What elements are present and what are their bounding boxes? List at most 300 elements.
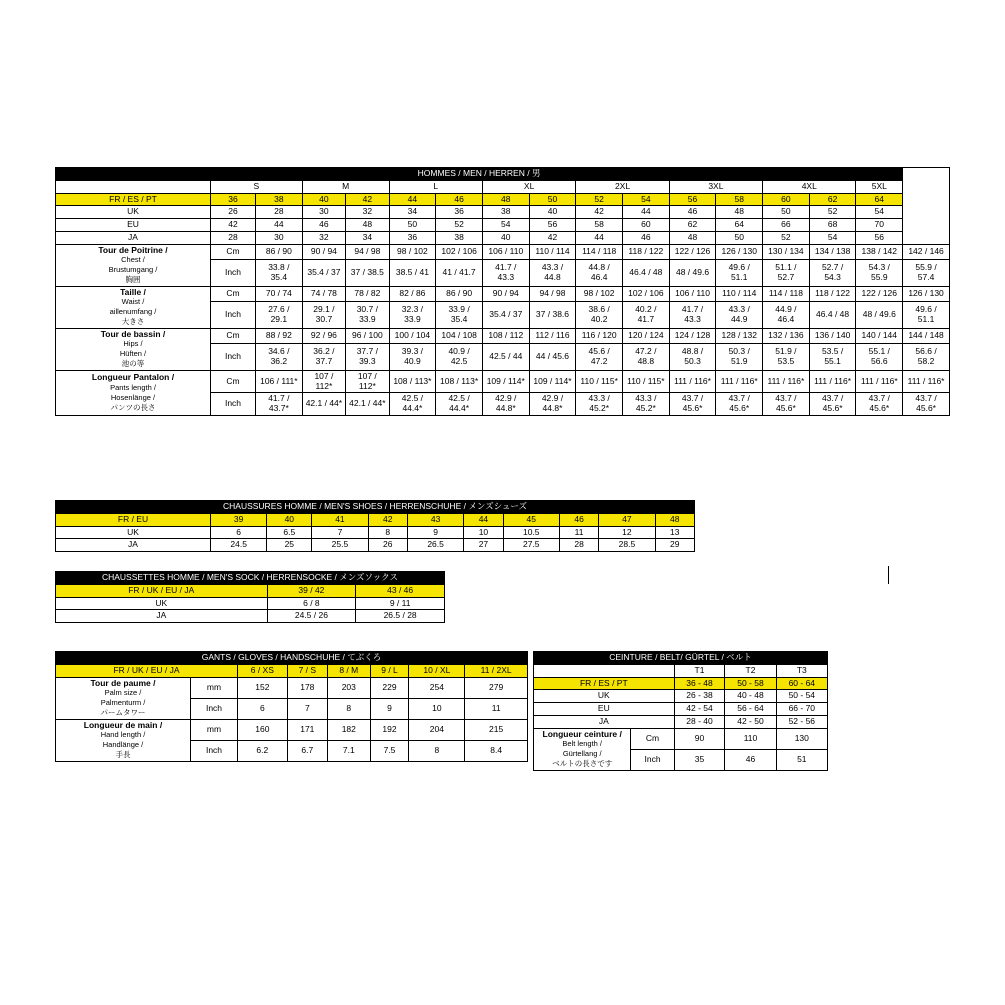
cell: 204 — [409, 719, 465, 740]
cell: 40.2 / 41.7 — [623, 301, 670, 328]
cell: 27.6 / 29.1 — [256, 301, 303, 328]
cell: 42.5 / 44.4* — [389, 393, 436, 416]
cell: 41.7 / 43.3 — [669, 301, 716, 328]
cell: 50.3 / 51.9 — [716, 343, 763, 370]
cell: 40 — [302, 193, 345, 206]
cell: 50 — [716, 231, 763, 244]
cell: 7.1 — [327, 740, 370, 761]
cell: 42 — [211, 219, 256, 232]
cell: 9 — [370, 698, 409, 719]
cell: 52.7 / 54.3 — [809, 259, 856, 286]
cell: 134 / 138 — [809, 244, 856, 259]
cell: 38 — [256, 193, 303, 206]
measure-sub: 大きさ — [121, 316, 145, 326]
cell: 39.3 / 40.9 — [389, 343, 436, 370]
cell: 37 / 38.5 — [346, 259, 389, 286]
cell: 111 / 116* — [903, 370, 950, 393]
measure-label-pants-length — [56, 370, 211, 415]
cell: 40 — [529, 206, 576, 219]
cell: 50 — [389, 219, 436, 232]
cell: 51.9 / 53.5 — [763, 343, 810, 370]
measure-sub: Palmenturm / — [100, 698, 146, 708]
gloves-header-row — [56, 652, 528, 665]
cell: 44 — [389, 193, 436, 206]
cell: 28.5 — [599, 539, 655, 552]
cell: 29 — [655, 539, 694, 552]
cell: 36 — [389, 231, 436, 244]
cell: 25.5 — [312, 539, 368, 552]
table-row — [56, 610, 445, 623]
cell: 13 — [655, 526, 694, 539]
cell: 48 — [716, 206, 763, 219]
cell: 43.7 / 45.6* — [809, 393, 856, 416]
cell: 43.7 / 45.6* — [669, 393, 716, 416]
gloves-table — [55, 651, 528, 762]
cell: 42.1 / 44* — [346, 393, 389, 416]
cell: 178 — [287, 677, 327, 698]
cell: 60 - 64 — [776, 677, 827, 690]
cell: 88 / 92 — [256, 328, 303, 343]
cell: 106 / 111* — [256, 370, 303, 393]
cell: 10.5 — [503, 526, 559, 539]
cell: 6 — [211, 526, 267, 539]
cell: 52 — [576, 193, 623, 206]
cell: 11 — [465, 698, 528, 719]
cell: 8 — [327, 698, 370, 719]
cell: 39 — [211, 513, 267, 526]
cell: 43 / 46 — [356, 584, 445, 597]
measure-label-hips — [56, 328, 211, 370]
table-row — [56, 664, 528, 677]
cell: 110 / 115* — [623, 370, 670, 393]
cell: 111 / 116* — [856, 370, 903, 393]
cell: 8.4 — [465, 740, 528, 761]
measure-name: Longueur ceinture / — [542, 728, 622, 739]
cell: 108 / 113* — [389, 370, 436, 393]
mens-shoes-table — [55, 500, 695, 552]
cell: 43.3 / 45.2* — [576, 393, 623, 416]
gloves-header-title: GANTS — [201, 652, 232, 662]
cell: 40 — [482, 231, 529, 244]
row-label-uk: UK — [56, 526, 211, 539]
belt-table — [533, 651, 828, 771]
cell: 52 - 56 — [776, 715, 827, 728]
measure-name: Tour de bassin / — [100, 328, 166, 339]
row-label-ja: JA — [534, 715, 675, 728]
size-group-2xl: 2XL — [576, 180, 669, 193]
cell: 132 / 136 — [763, 328, 810, 343]
table-row — [56, 206, 950, 219]
cell: 6.5 — [267, 526, 312, 539]
cell: 86 / 90 — [256, 244, 303, 259]
belt-col-t3: T3 — [776, 664, 827, 677]
shoes-header-title: CHAUSSURES HOMME — [223, 501, 317, 511]
cell: 6.7 — [287, 740, 327, 761]
cell: 44 — [464, 513, 503, 526]
belt-header-row — [534, 652, 828, 665]
belt-col-t1: T1 — [674, 664, 725, 677]
cell: 43 — [407, 513, 463, 526]
row-label-fr-es-pt: FR / ES / PT — [56, 193, 211, 206]
table-row — [56, 513, 695, 526]
unit-cm: Cm — [211, 328, 256, 343]
cell: 30 — [302, 206, 345, 219]
size-group-m: M — [302, 180, 389, 193]
cell: 26 - 38 — [674, 690, 725, 703]
cell: 64 — [856, 193, 903, 206]
cell: 47.2 / 48.8 — [623, 343, 670, 370]
cell: 40 - 48 — [725, 690, 776, 703]
cell: 254 — [409, 677, 465, 698]
socks-table — [55, 571, 445, 623]
row-label-ja: JA — [56, 539, 211, 552]
cell: 50 — [763, 206, 810, 219]
cell: 52 — [763, 231, 810, 244]
cell: 86 / 90 — [436, 286, 483, 301]
cell: 34 — [346, 231, 389, 244]
cell: 90 — [674, 728, 725, 749]
size-group-3xl: 3XL — [669, 180, 762, 193]
cell: 41.7 / 43.7* — [256, 393, 303, 416]
row-label-uk: UK — [56, 206, 211, 219]
cell: 56 - 64 — [725, 703, 776, 716]
cell: 44 — [623, 206, 670, 219]
cell: 43.3 / 44.9 — [716, 301, 763, 328]
cell: 44 — [576, 231, 623, 244]
cell: 12 — [599, 526, 655, 539]
spacer-cell — [56, 180, 211, 193]
cell: 24.5 — [211, 539, 267, 552]
mens-socks-table — [55, 571, 445, 623]
cell: 55.9 / 57.4 — [903, 259, 950, 286]
cell: 62 — [669, 219, 716, 232]
cell: 27 — [464, 539, 503, 552]
measure-sub: Palm size / — [104, 688, 142, 698]
cell: 50 - 58 — [725, 677, 776, 690]
cell: 46 — [623, 231, 670, 244]
cell: 42 — [368, 513, 407, 526]
cell: 43.7 / 45.6* — [856, 393, 903, 416]
measure-sub: 手長 — [115, 749, 131, 759]
cell: 50 — [529, 193, 576, 206]
measure-label-chest — [56, 244, 211, 286]
belt-col-t2: T2 — [725, 664, 776, 677]
cell: 110 / 115* — [576, 370, 623, 393]
cell: 38.5 / 41 — [389, 259, 436, 286]
row-label-fr-uk-eu-ja: FR / UK / EU / JA — [56, 664, 238, 677]
cell: 56 — [669, 193, 716, 206]
cell: 35.4 / 37 — [302, 259, 345, 286]
cell: 45 — [503, 513, 559, 526]
cell: 7 / S — [287, 664, 327, 677]
cell: 48.8 / 50.3 — [669, 343, 716, 370]
cell: 47 — [599, 513, 655, 526]
cell: 54.3 / 55.9 — [856, 259, 903, 286]
cell: 9 / 11 — [356, 597, 445, 610]
measure-sub: Pants length / — [110, 383, 156, 393]
cell: 38 — [436, 231, 483, 244]
cell: 32 — [302, 231, 345, 244]
men-header-bar — [56, 168, 903, 181]
measure-sub: Hips / — [123, 339, 143, 349]
belt-header-bar — [534, 652, 828, 665]
cell: 138 / 142 — [856, 244, 903, 259]
row-label-ja: JA — [56, 610, 268, 623]
cell: 42.5 / 44 — [482, 343, 529, 370]
cell: 7.5 — [370, 740, 409, 761]
cell: 279 — [465, 677, 528, 698]
cell: 128 / 132 — [716, 328, 763, 343]
cell: 52 — [436, 219, 483, 232]
cell: 118 / 122 — [809, 286, 856, 301]
unit-cm: Cm — [211, 286, 256, 301]
cell: 48 — [655, 513, 694, 526]
cell: 40 — [267, 513, 312, 526]
measure-label-waist — [56, 286, 211, 328]
cell: 28 — [256, 206, 303, 219]
unit-inch: Inch — [211, 393, 256, 416]
cell: 41 — [312, 513, 368, 526]
cell: 43.3 / 45.2* — [623, 393, 670, 416]
cell: 56 — [529, 219, 576, 232]
cell: 9 / L — [370, 664, 409, 677]
row-label-fr-es-pt: FR / ES / PT — [534, 677, 675, 690]
cell: 102 / 106 — [623, 286, 670, 301]
cell: 52 — [809, 206, 856, 219]
cell: 90 / 94 — [302, 244, 345, 259]
measure-sub: aillenumfang / — [109, 307, 157, 317]
cell: 26 — [368, 539, 407, 552]
cell: 110 — [725, 728, 776, 749]
cell: 102 / 106 — [436, 244, 483, 259]
cell: 48 — [669, 231, 716, 244]
row-label-eu: EU — [56, 219, 211, 232]
cell: 46 — [559, 513, 598, 526]
cell: 28 - 40 — [674, 715, 725, 728]
cell: 8 — [368, 526, 407, 539]
cell: 28 — [559, 539, 598, 552]
men-header-title: HOMMES — [417, 168, 456, 178]
cell: 46 — [725, 749, 776, 770]
cell: 46 — [302, 219, 345, 232]
row-label-uk: UK — [534, 690, 675, 703]
cell: 92 / 96 — [302, 328, 345, 343]
cell: 54 — [482, 219, 529, 232]
table-row — [534, 703, 828, 716]
cell: 60 — [623, 219, 670, 232]
unit-cm: Cm — [211, 244, 256, 259]
cell: 6.2 — [238, 740, 288, 761]
unit-inch: Inch — [211, 259, 256, 286]
unit-inch: Inch — [211, 301, 256, 328]
cell: 94 / 98 — [529, 286, 576, 301]
cell: 50 - 54 — [776, 690, 827, 703]
cell: 32.3 / 33.9 — [389, 301, 436, 328]
shoes-header-subtitle: / MEN'S SHOES / HERRENSCHUHE / メンズシューズ — [316, 501, 527, 511]
cell: 98 / 102 — [576, 286, 623, 301]
cell: 43.3 / 44.8 — [529, 259, 576, 286]
men-header-row — [56, 168, 950, 181]
size-group-l: L — [389, 180, 482, 193]
cell: 36.2 / 37.7 — [302, 343, 345, 370]
cell: 6 — [238, 698, 288, 719]
measure-sub: Belt length / — [562, 739, 603, 749]
cell: 35 — [674, 749, 725, 770]
table-row — [56, 677, 528, 698]
cell: 114 / 118 — [763, 286, 810, 301]
measure-sub: パンツの長さ — [110, 402, 156, 412]
cell: 130 / 134 — [763, 244, 810, 259]
cell: 126 / 130 — [903, 286, 950, 301]
cell: 110 / 114 — [529, 244, 576, 259]
cell: 54 — [623, 193, 670, 206]
cell: 107 / 112* — [302, 370, 345, 393]
cell: 8 — [409, 740, 465, 761]
cell: 49.6 / 51.1 — [903, 301, 950, 328]
cell: 109 / 114* — [529, 370, 576, 393]
cell: 229 — [370, 677, 409, 698]
belt-header-subtitle: / BELT/ GÜRTEL / ベルト — [652, 652, 752, 662]
measure-sub: Gürtellang / — [562, 749, 602, 759]
unit-cm: Cm — [631, 728, 674, 749]
cell: 30 — [256, 231, 303, 244]
row-label-ja: JA — [56, 231, 211, 244]
table-row — [534, 690, 828, 703]
cell: 62 — [809, 193, 856, 206]
table-row — [56, 193, 950, 206]
cell: 94 / 98 — [346, 244, 389, 259]
cell: 49.6 / 51.1 — [716, 259, 763, 286]
cell: 26.5 / 28 — [356, 610, 445, 623]
table-row — [534, 728, 828, 749]
cell: 106 / 110 — [669, 286, 716, 301]
cell: 126 / 130 — [716, 244, 763, 259]
cell: 70 / 74 — [256, 286, 303, 301]
cell: 96 / 100 — [346, 328, 389, 343]
cell: 215 — [465, 719, 528, 740]
men-size-group-row — [56, 180, 950, 193]
cell: 7 — [312, 526, 368, 539]
cell: 116 / 120 — [576, 328, 623, 343]
cell: 58 — [716, 193, 763, 206]
cell: 29.1 / 30.7 — [302, 301, 345, 328]
belt-size-table — [533, 651, 828, 771]
unit-inch: Inch — [211, 343, 256, 370]
cell: 42.9 / 44.8* — [529, 393, 576, 416]
measure-sub: 池の等 — [121, 359, 145, 369]
cell: 74 / 78 — [302, 286, 345, 301]
cell: 36 — [436, 206, 483, 219]
measure-name: Taille / — [120, 286, 146, 297]
shoes-table — [55, 500, 695, 552]
cell: 36 — [211, 193, 256, 206]
cell: 33.9 / 35.4 — [436, 301, 483, 328]
cell: 66 — [763, 219, 810, 232]
cell: 110 / 114 — [716, 286, 763, 301]
cell: 66 - 70 — [776, 703, 827, 716]
unit-mm: mm — [191, 719, 238, 740]
cell: 46.4 / 48 — [809, 301, 856, 328]
cell: 11 / 2XL — [465, 664, 528, 677]
cell: 64 — [716, 219, 763, 232]
cell: 98 / 102 — [389, 244, 436, 259]
cell: 42.9 / 44.8* — [482, 393, 529, 416]
socks-header-row — [56, 572, 445, 585]
cell: 111 / 116* — [669, 370, 716, 393]
cell: 48 / 49.6 — [669, 259, 716, 286]
cell: 7 — [287, 698, 327, 719]
row-label-fr-eu: FR / EU — [56, 513, 211, 526]
cell: 78 / 82 — [346, 286, 389, 301]
table-row — [534, 715, 828, 728]
row-label-uk: UK — [56, 597, 268, 610]
cell: 35.4 / 37 — [482, 301, 529, 328]
cell: 26 — [211, 206, 256, 219]
cell: 9 — [407, 526, 463, 539]
measure-sub: 胸囲 — [125, 274, 141, 284]
cell: 48 — [346, 219, 389, 232]
cell: 42 — [576, 206, 623, 219]
cell: 36 - 48 — [674, 677, 725, 690]
cell: 152 — [238, 677, 288, 698]
cell: 111 / 116* — [763, 370, 810, 393]
measure-name: Tour de Poitrine / — [98, 244, 168, 255]
measure-sub: Handlänge / — [102, 740, 144, 750]
cell: 43.7 / 45.6* — [903, 393, 950, 416]
cell: 42 — [529, 231, 576, 244]
cell: 54 — [809, 231, 856, 244]
cell: 10 / XL — [409, 664, 465, 677]
cell: 39 / 42 — [267, 584, 356, 597]
cell: 33.8 / 35.4 — [256, 259, 303, 286]
cell: 104 / 108 — [436, 328, 483, 343]
cell: 54 — [856, 206, 903, 219]
belt-header-title: CEINTURE — [609, 652, 653, 662]
socks-header-title: CHAUSSETTES HOMME — [101, 572, 200, 582]
cell: 68 — [809, 219, 856, 232]
cell: 182 — [327, 719, 370, 740]
gloves-header-subtitle: / GLOVES / HANDSCHUHE / てぶくろ — [231, 652, 382, 662]
men-table — [55, 167, 950, 416]
table-row — [56, 286, 950, 301]
table-row — [56, 244, 950, 259]
cell: 108 / 112 — [482, 328, 529, 343]
cell: 26.5 — [407, 539, 463, 552]
cell: 38.6 / 40.2 — [576, 301, 623, 328]
cell: 142 / 146 — [903, 244, 950, 259]
cell: 114 / 118 — [576, 244, 623, 259]
row-label-fr-uk-eu-ja: FR / UK / EU / JA — [56, 584, 268, 597]
cell: 41 / 41.7 — [436, 259, 483, 286]
size-group-5xl: 5XL — [856, 180, 903, 193]
cell: 45.6 / 47.2 — [576, 343, 623, 370]
cell: 140 / 144 — [856, 328, 903, 343]
cell: 106 / 110 — [482, 244, 529, 259]
table-row — [56, 597, 445, 610]
cell: 30.7 / 33.9 — [346, 301, 389, 328]
cell: 136 / 140 — [809, 328, 856, 343]
page-tick-mark — [888, 566, 889, 584]
cell: 37.7 / 39.3 — [346, 343, 389, 370]
measure-label-hand-length — [56, 719, 191, 761]
table-row — [56, 719, 528, 740]
measure-name: Longueur Pantalon / — [91, 372, 175, 383]
cell: 51 — [776, 749, 827, 770]
cell: 82 / 86 — [389, 286, 436, 301]
table-row — [56, 526, 695, 539]
row-label-eu: EU — [534, 703, 675, 716]
men-header-subtitle: / MEN / HERREN / 男 — [455, 168, 541, 178]
